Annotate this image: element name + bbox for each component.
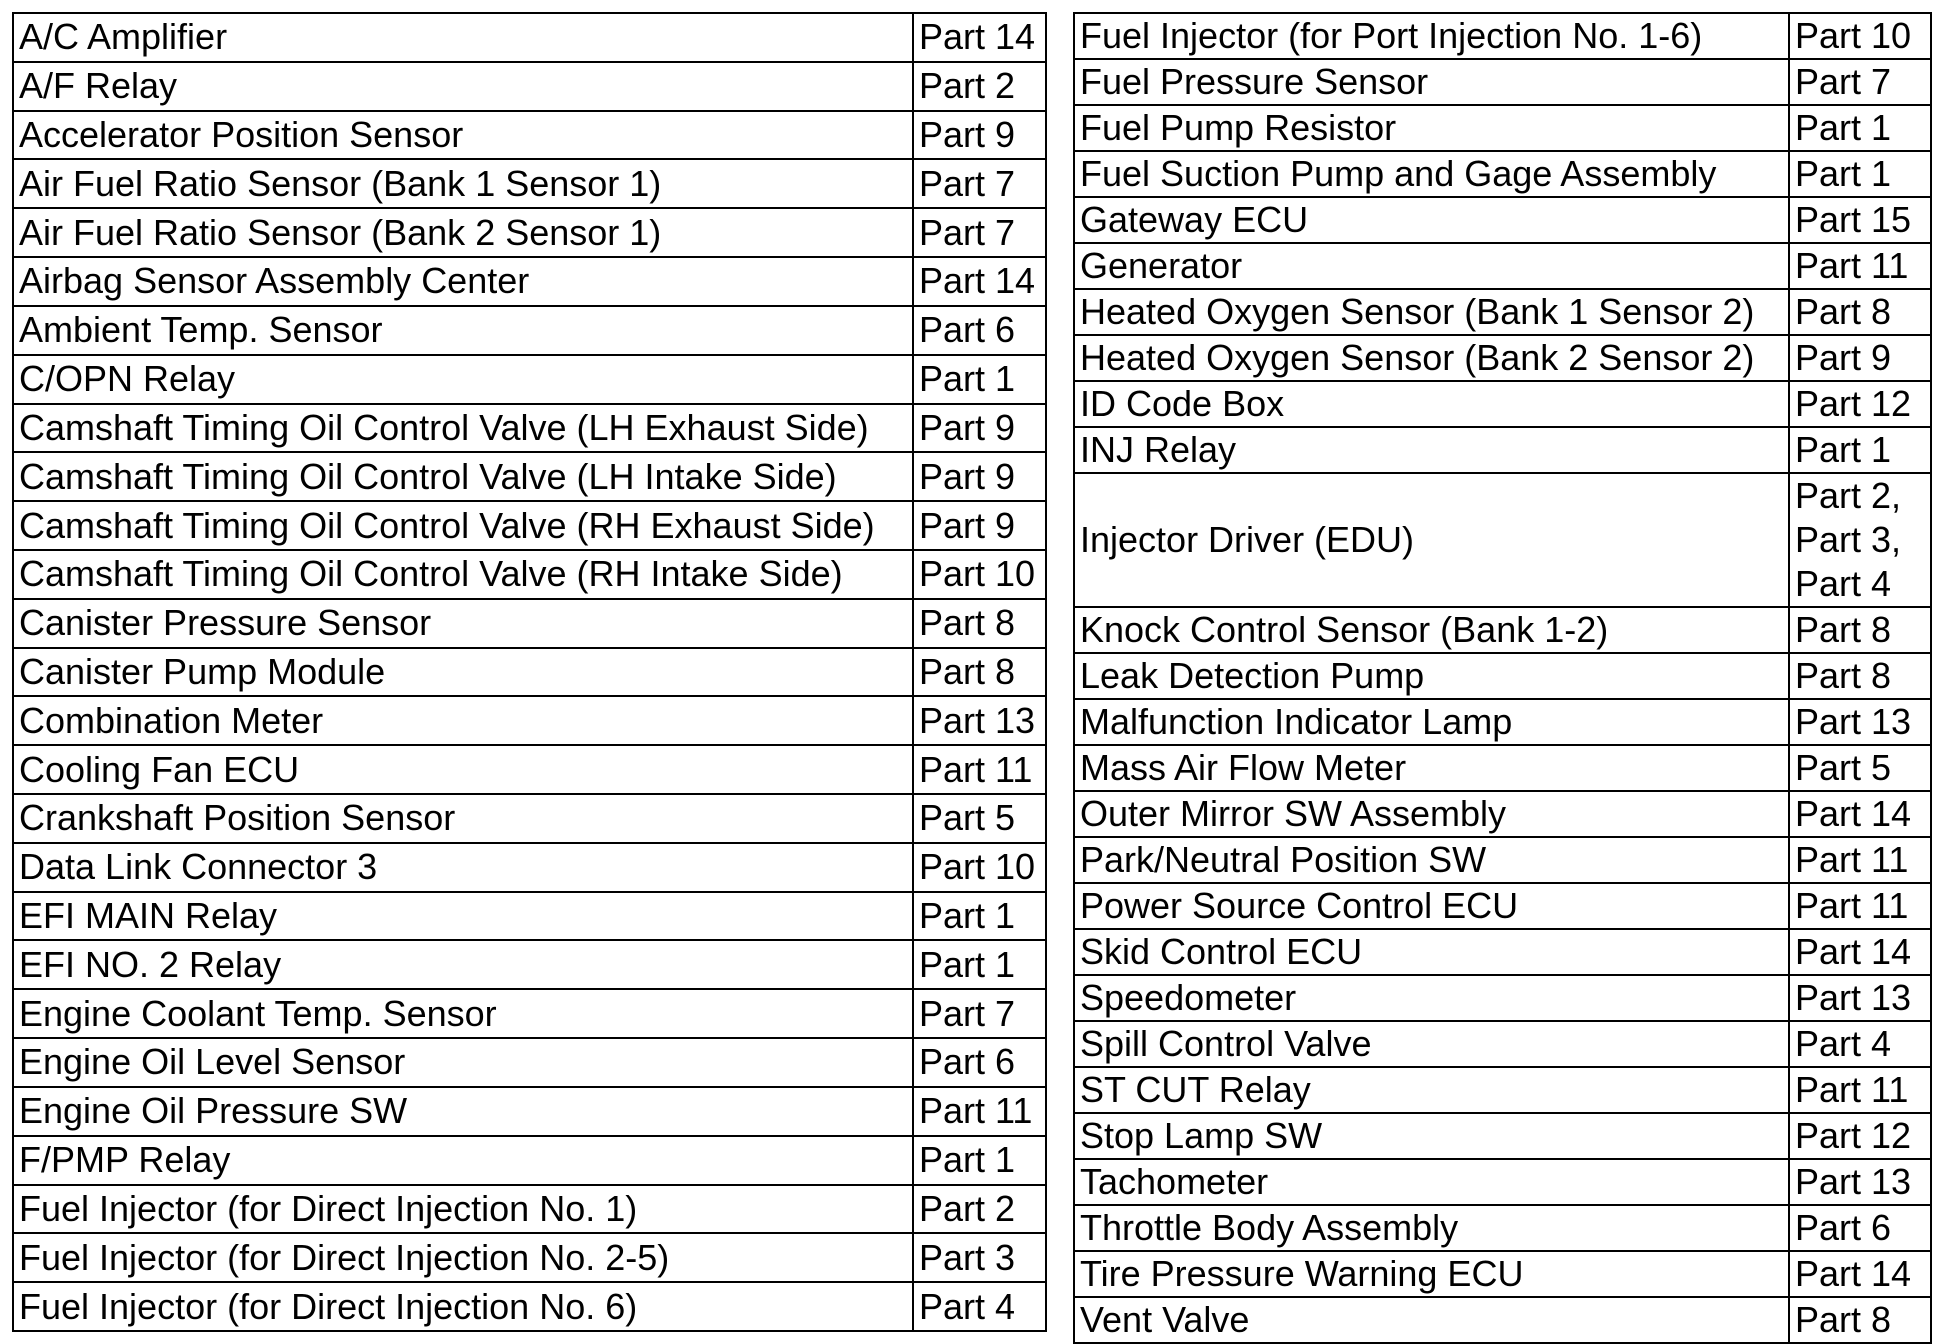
component-name-cell: Engine Oil Level Sensor [13, 1038, 913, 1087]
table-body-left [13, 13, 1046, 1331]
table-row [13, 989, 1046, 1038]
component-name-cell: Camshaft Timing Oil Control Valve (RH Exhaust Side) [13, 501, 913, 550]
component-name-cell: Crankshaft Position Sensor [13, 794, 913, 843]
component-name-cell: ST CUT Relay [1074, 1067, 1789, 1113]
table-row [13, 306, 1046, 355]
component-name-cell: Fuel Injector (for Port Injection No. 1-6) [1074, 13, 1789, 59]
table-row [1074, 653, 1931, 699]
part-number-cell: Part 8 [1789, 607, 1931, 653]
component-name-cell: INJ Relay [1074, 427, 1789, 473]
component-name-cell: Fuel Suction Pump and Gage Assembly [1074, 151, 1789, 197]
table-row [1074, 381, 1931, 427]
part-number-cell: Part 2 [913, 62, 1046, 111]
component-name-cell: Engine Coolant Temp. Sensor [13, 989, 913, 1038]
part-number-cell: Part 1 [913, 892, 1046, 941]
table-row [13, 1136, 1046, 1185]
component-name-cell: Vent Valve [1074, 1297, 1789, 1343]
component-name-cell: Mass Air Flow Meter [1074, 745, 1789, 791]
component-name-cell: Power Source Control ECU [1074, 883, 1789, 929]
component-name-cell: Camshaft Timing Oil Control Valve (LH Intake Side) [13, 452, 913, 501]
component-table-right [1073, 12, 1932, 1344]
part-number-cell: Part 8 [1789, 1297, 1931, 1343]
table-row [1074, 1159, 1931, 1205]
part-number-cell: Part 2, Part 3, Part 4 [1789, 473, 1931, 607]
part-number-cell: Part 14 [913, 257, 1046, 306]
component-name-cell: Fuel Pump Resistor [1074, 105, 1789, 151]
part-number-cell: Part 11 [913, 745, 1046, 794]
component-name-cell: Air Fuel Ratio Sensor (Bank 2 Sensor 1) [13, 208, 913, 257]
part-number-cell: Part 14 [1789, 929, 1931, 975]
table-row [1074, 1205, 1931, 1251]
table-row [1074, 197, 1931, 243]
component-name-cell: Ambient Temp. Sensor [13, 306, 913, 355]
part-number-cell: Part 9 [913, 404, 1046, 453]
component-name-cell: Throttle Body Assembly [1074, 1205, 1789, 1251]
table-row [13, 696, 1046, 745]
part-number-cell: Part 1 [913, 940, 1046, 989]
part-number-cell: Part 6 [913, 306, 1046, 355]
table-row [1074, 59, 1931, 105]
component-name-cell: Camshaft Timing Oil Control Valve (RH Intake Side) [13, 550, 913, 599]
component-name-cell: EFI NO. 2 Relay [13, 940, 913, 989]
part-number-cell: Part 4 [913, 1282, 1046, 1331]
part-number-cell: Part 13 [1789, 699, 1931, 745]
part-number-cell: Part 1 [1789, 427, 1931, 473]
table-row [13, 501, 1046, 550]
table-row [13, 892, 1046, 941]
table-row [1074, 105, 1931, 151]
table-row [1074, 1113, 1931, 1159]
component-name-cell: C/OPN Relay [13, 355, 913, 404]
table-row [13, 355, 1046, 404]
table-row [13, 257, 1046, 306]
table-row [13, 648, 1046, 697]
component-name-cell: Tire Pressure Warning ECU [1074, 1251, 1789, 1297]
part-number-cell: Part 13 [913, 696, 1046, 745]
table-row [1074, 151, 1931, 197]
part-number-cell: Part 11 [1789, 883, 1931, 929]
part-number-cell: Part 10 [913, 550, 1046, 599]
table-row [13, 404, 1046, 453]
component-name-cell: Accelerator Position Sensor [13, 111, 913, 160]
table-row [13, 13, 1046, 62]
component-name-cell: Fuel Injector (for Direct Injection No. 1) [13, 1185, 913, 1234]
component-name-cell: Data Link Connector 3 [13, 843, 913, 892]
component-name-cell: ID Code Box [1074, 381, 1789, 427]
table-row [1074, 883, 1931, 929]
table-row [13, 62, 1046, 111]
component-name-cell: Camshaft Timing Oil Control Valve (LH Exhaust Side) [13, 404, 913, 453]
table-row [1074, 13, 1931, 59]
component-name-cell: Knock Control Sensor (Bank 1-2) [1074, 607, 1789, 653]
component-name-cell: Engine Oil Pressure SW [13, 1087, 913, 1136]
part-number-cell: Part 7 [1789, 59, 1931, 105]
part-number-cell: Part 9 [1789, 335, 1931, 381]
component-name-cell: Fuel Injector (for Direct Injection No. 6) [13, 1282, 913, 1331]
part-number-cell: Part 5 [1789, 745, 1931, 791]
part-number-cell: Part 14 [1789, 1251, 1931, 1297]
part-number-cell: Part 9 [913, 111, 1046, 160]
component-name-cell: Outer Mirror SW Assembly [1074, 791, 1789, 837]
table-row [1074, 929, 1931, 975]
part-number-cell: Part 1 [1789, 151, 1931, 197]
part-number-cell: Part 6 [1789, 1205, 1931, 1251]
component-name-cell: Generator [1074, 243, 1789, 289]
table-row [1074, 473, 1931, 607]
part-number-cell: Part 7 [913, 989, 1046, 1038]
table-row [13, 843, 1046, 892]
table-row [1074, 243, 1931, 289]
part-number-cell: Part 4 [1789, 1021, 1931, 1067]
part-number-cell: Part 13 [1789, 1159, 1931, 1205]
table-row [13, 159, 1046, 208]
component-name-cell: Airbag Sensor Assembly Center [13, 257, 913, 306]
table-row [13, 1185, 1046, 1234]
component-name-cell: Canister Pressure Sensor [13, 599, 913, 648]
part-number-cell: Part 8 [1789, 289, 1931, 335]
component-name-cell: Spill Control Valve [1074, 1021, 1789, 1067]
component-name-cell: Combination Meter [13, 696, 913, 745]
component-name-cell: Stop Lamp SW [1074, 1113, 1789, 1159]
part-number-cell: Part 14 [913, 13, 1046, 62]
part-number-cell: Part 8 [913, 599, 1046, 648]
part-number-cell: Part 6 [913, 1038, 1046, 1087]
table-row [13, 1282, 1046, 1331]
component-name-cell: A/F Relay [13, 62, 913, 111]
part-number-cell: Part 11 [1789, 837, 1931, 883]
table-row [1074, 1251, 1931, 1297]
table-row [1074, 607, 1931, 653]
component-name-cell: Air Fuel Ratio Sensor (Bank 1 Sensor 1) [13, 159, 913, 208]
table-row [1074, 1067, 1931, 1113]
part-number-cell: Part 8 [1789, 653, 1931, 699]
part-number-cell: Part 1 [913, 355, 1046, 404]
part-number-cell: Part 12 [1789, 1113, 1931, 1159]
part-number-cell: Part 14 [1789, 791, 1931, 837]
table-row [13, 1087, 1046, 1136]
table-row [1074, 975, 1931, 1021]
component-name-cell: Leak Detection Pump [1074, 653, 1789, 699]
component-name-cell: Heated Oxygen Sensor (Bank 1 Sensor 2) [1074, 289, 1789, 335]
part-number-cell: Part 12 [1789, 381, 1931, 427]
table-row [1074, 335, 1931, 381]
part-number-cell: Part 5 [913, 794, 1046, 843]
component-name-cell: EFI MAIN Relay [13, 892, 913, 941]
part-number-cell: Part 9 [913, 501, 1046, 550]
part-number-cell: Part 3 [913, 1233, 1046, 1282]
table-row [13, 794, 1046, 843]
table-row [1074, 427, 1931, 473]
table-row [13, 599, 1046, 648]
part-number-cell: Part 7 [913, 159, 1046, 208]
component-name-cell: Fuel Pressure Sensor [1074, 59, 1789, 105]
table-row [13, 550, 1046, 599]
component-name-cell: Speedometer [1074, 975, 1789, 1021]
component-name-cell: Park/Neutral Position SW [1074, 837, 1789, 883]
part-number-cell: Part 10 [1789, 13, 1931, 59]
table-row [13, 1038, 1046, 1087]
table-row [1074, 837, 1931, 883]
part-number-cell: Part 11 [913, 1087, 1046, 1136]
part-number-cell: Part 2 [913, 1185, 1046, 1234]
component-table-left [12, 12, 1047, 1332]
component-name-cell: Gateway ECU [1074, 197, 1789, 243]
part-number-cell: Part 8 [913, 648, 1046, 697]
part-number-cell: Part 1 [1789, 105, 1931, 151]
part-number-cell: Part 9 [913, 452, 1046, 501]
component-location-tables [12, 12, 1932, 1340]
part-number-cell: Part 1 [913, 1136, 1046, 1185]
component-name-cell: Cooling Fan ECU [13, 745, 913, 794]
table-row [13, 940, 1046, 989]
component-name-cell: Heated Oxygen Sensor (Bank 2 Sensor 2) [1074, 335, 1789, 381]
component-name-cell: Skid Control ECU [1074, 929, 1789, 975]
part-number-cell: Part 7 [913, 208, 1046, 257]
table-row [1074, 1021, 1931, 1067]
component-name-cell: Injector Driver (EDU) [1074, 473, 1789, 607]
component-name-cell: F/PMP Relay [13, 1136, 913, 1185]
table-row [13, 1233, 1046, 1282]
table-row [13, 208, 1046, 257]
component-name-cell: Malfunction Indicator Lamp [1074, 699, 1789, 745]
component-name-cell: Tachometer [1074, 1159, 1789, 1205]
component-name-cell: Fuel Injector (for Direct Injection No. 2-5) [13, 1233, 913, 1282]
table-row [1074, 289, 1931, 335]
part-number-cell: Part 10 [913, 843, 1046, 892]
component-name-cell: Canister Pump Module [13, 648, 913, 697]
table-row [1074, 699, 1931, 745]
table-row [13, 111, 1046, 160]
component-name-cell: A/C Amplifier [13, 13, 913, 62]
part-number-cell: Part 15 [1789, 197, 1931, 243]
table-row [13, 745, 1046, 794]
table-row [1074, 1297, 1931, 1343]
part-number-cell: Part 13 [1789, 975, 1931, 1021]
table-body-right [1074, 13, 1931, 1343]
table-row [1074, 791, 1931, 837]
table-row [13, 452, 1046, 501]
part-number-cell: Part 11 [1789, 243, 1931, 289]
part-number-cell: Part 11 [1789, 1067, 1931, 1113]
table-row [1074, 745, 1931, 791]
